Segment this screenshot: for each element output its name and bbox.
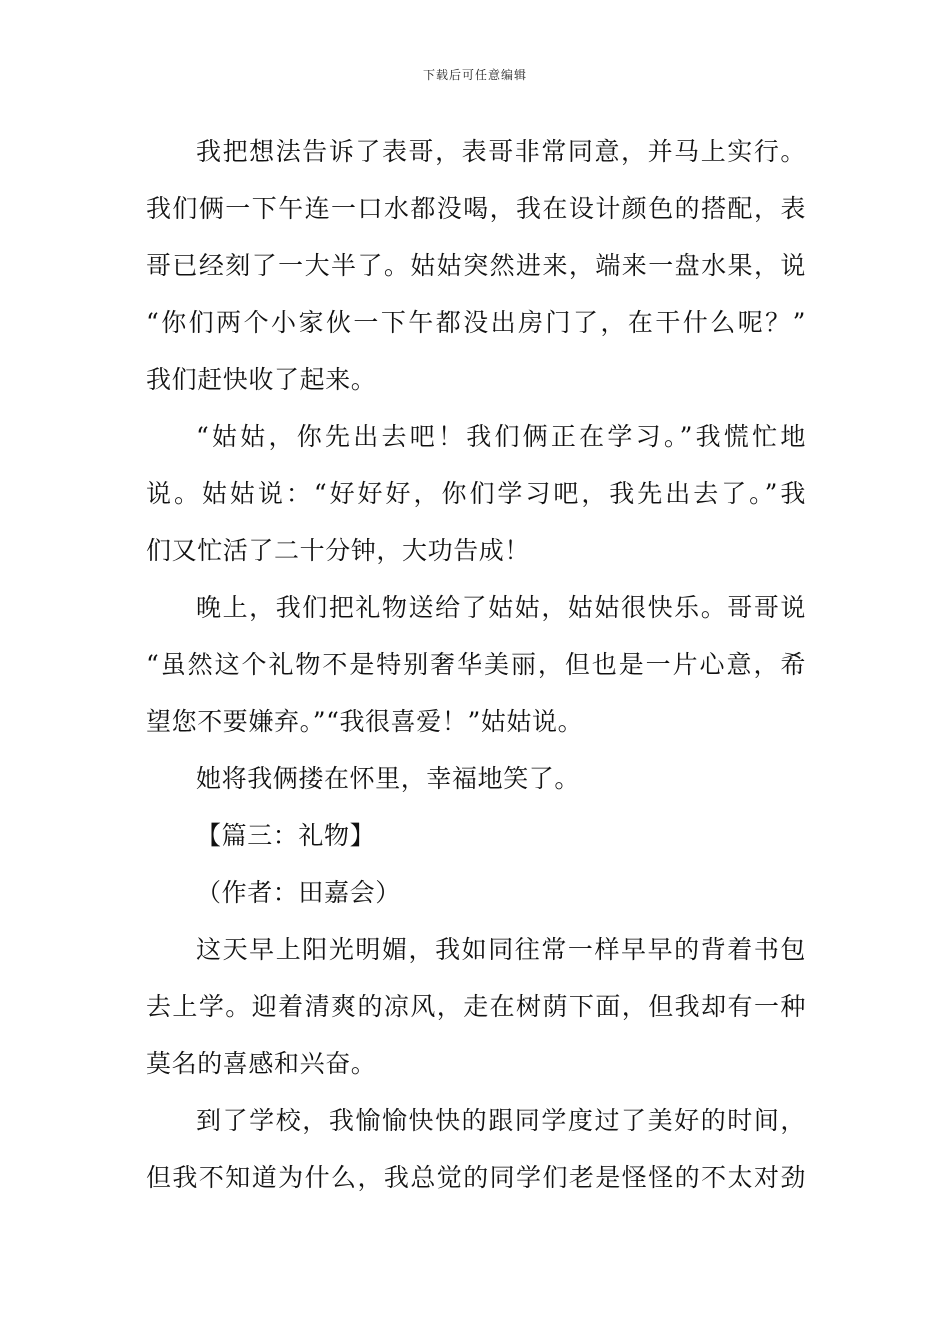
paragraph-line: 说。姑姑说：“好好好，你们学习吧，我先出去了。”我 [146,479,806,508]
paragraph-line: 莫名的喜感和兴奋。 [146,1049,377,1078]
author-line: （作者：田嘉会） [196,878,401,907]
paragraph-line: 到了学校，我愉愉快快的跟同学度过了美好的时间， [196,1106,806,1135]
paragraph-line: 去上学。迎着清爽的凉风，走在树荫下面，但我却有一种 [146,992,806,1021]
page-header: 下载后可任意编辑 [422,68,527,82]
paragraph-line: “姑姑，你先出去吧！我们俩正在学习。”我慌忙地 [196,422,806,451]
paragraph-line: 我们俩一下午连一口水都没喝，我在设计颜色的搭配，表 [146,194,806,223]
paragraph-line: 但我不知道为什么，我总觉的同学们老是怪怪的不太对劲 [146,1163,806,1192]
paragraph-line: “虽然这个礼物不是特别奢华美丽，但也是一片心意，希 [146,650,806,679]
paragraph-line: 我把想法告诉了表哥，表哥非常同意，并马上实行。 [196,137,806,166]
paragraph-line: 她将我俩搂在怀里，幸福地笑了。 [196,764,581,793]
paragraph-line: 晚上，我们把礼物送给了姑姑，姑姑很快乐。哥哥说 [196,593,806,622]
paragraph-line: 哥已经刻了一大半了。姑姑突然进来，端来一盘水果，说 [146,251,806,280]
paragraph-line: 这天早上阳光明媚，我如同往常一样早早的背着书包 [196,935,806,964]
paragraph-line: 望您不要嫌弃。”“我很喜爱！”姑姑说。 [146,707,584,736]
paragraph-line: 们又忙活了二十分钟，大功告成！ [146,536,531,565]
paragraph-line: “你们两个小家伙一下午都没出房门了，在干什么呢？” [146,308,806,337]
section-title: 【篇三：礼物】 [196,821,376,850]
paragraph-line: 我们赶快收了起来。 [146,365,377,394]
